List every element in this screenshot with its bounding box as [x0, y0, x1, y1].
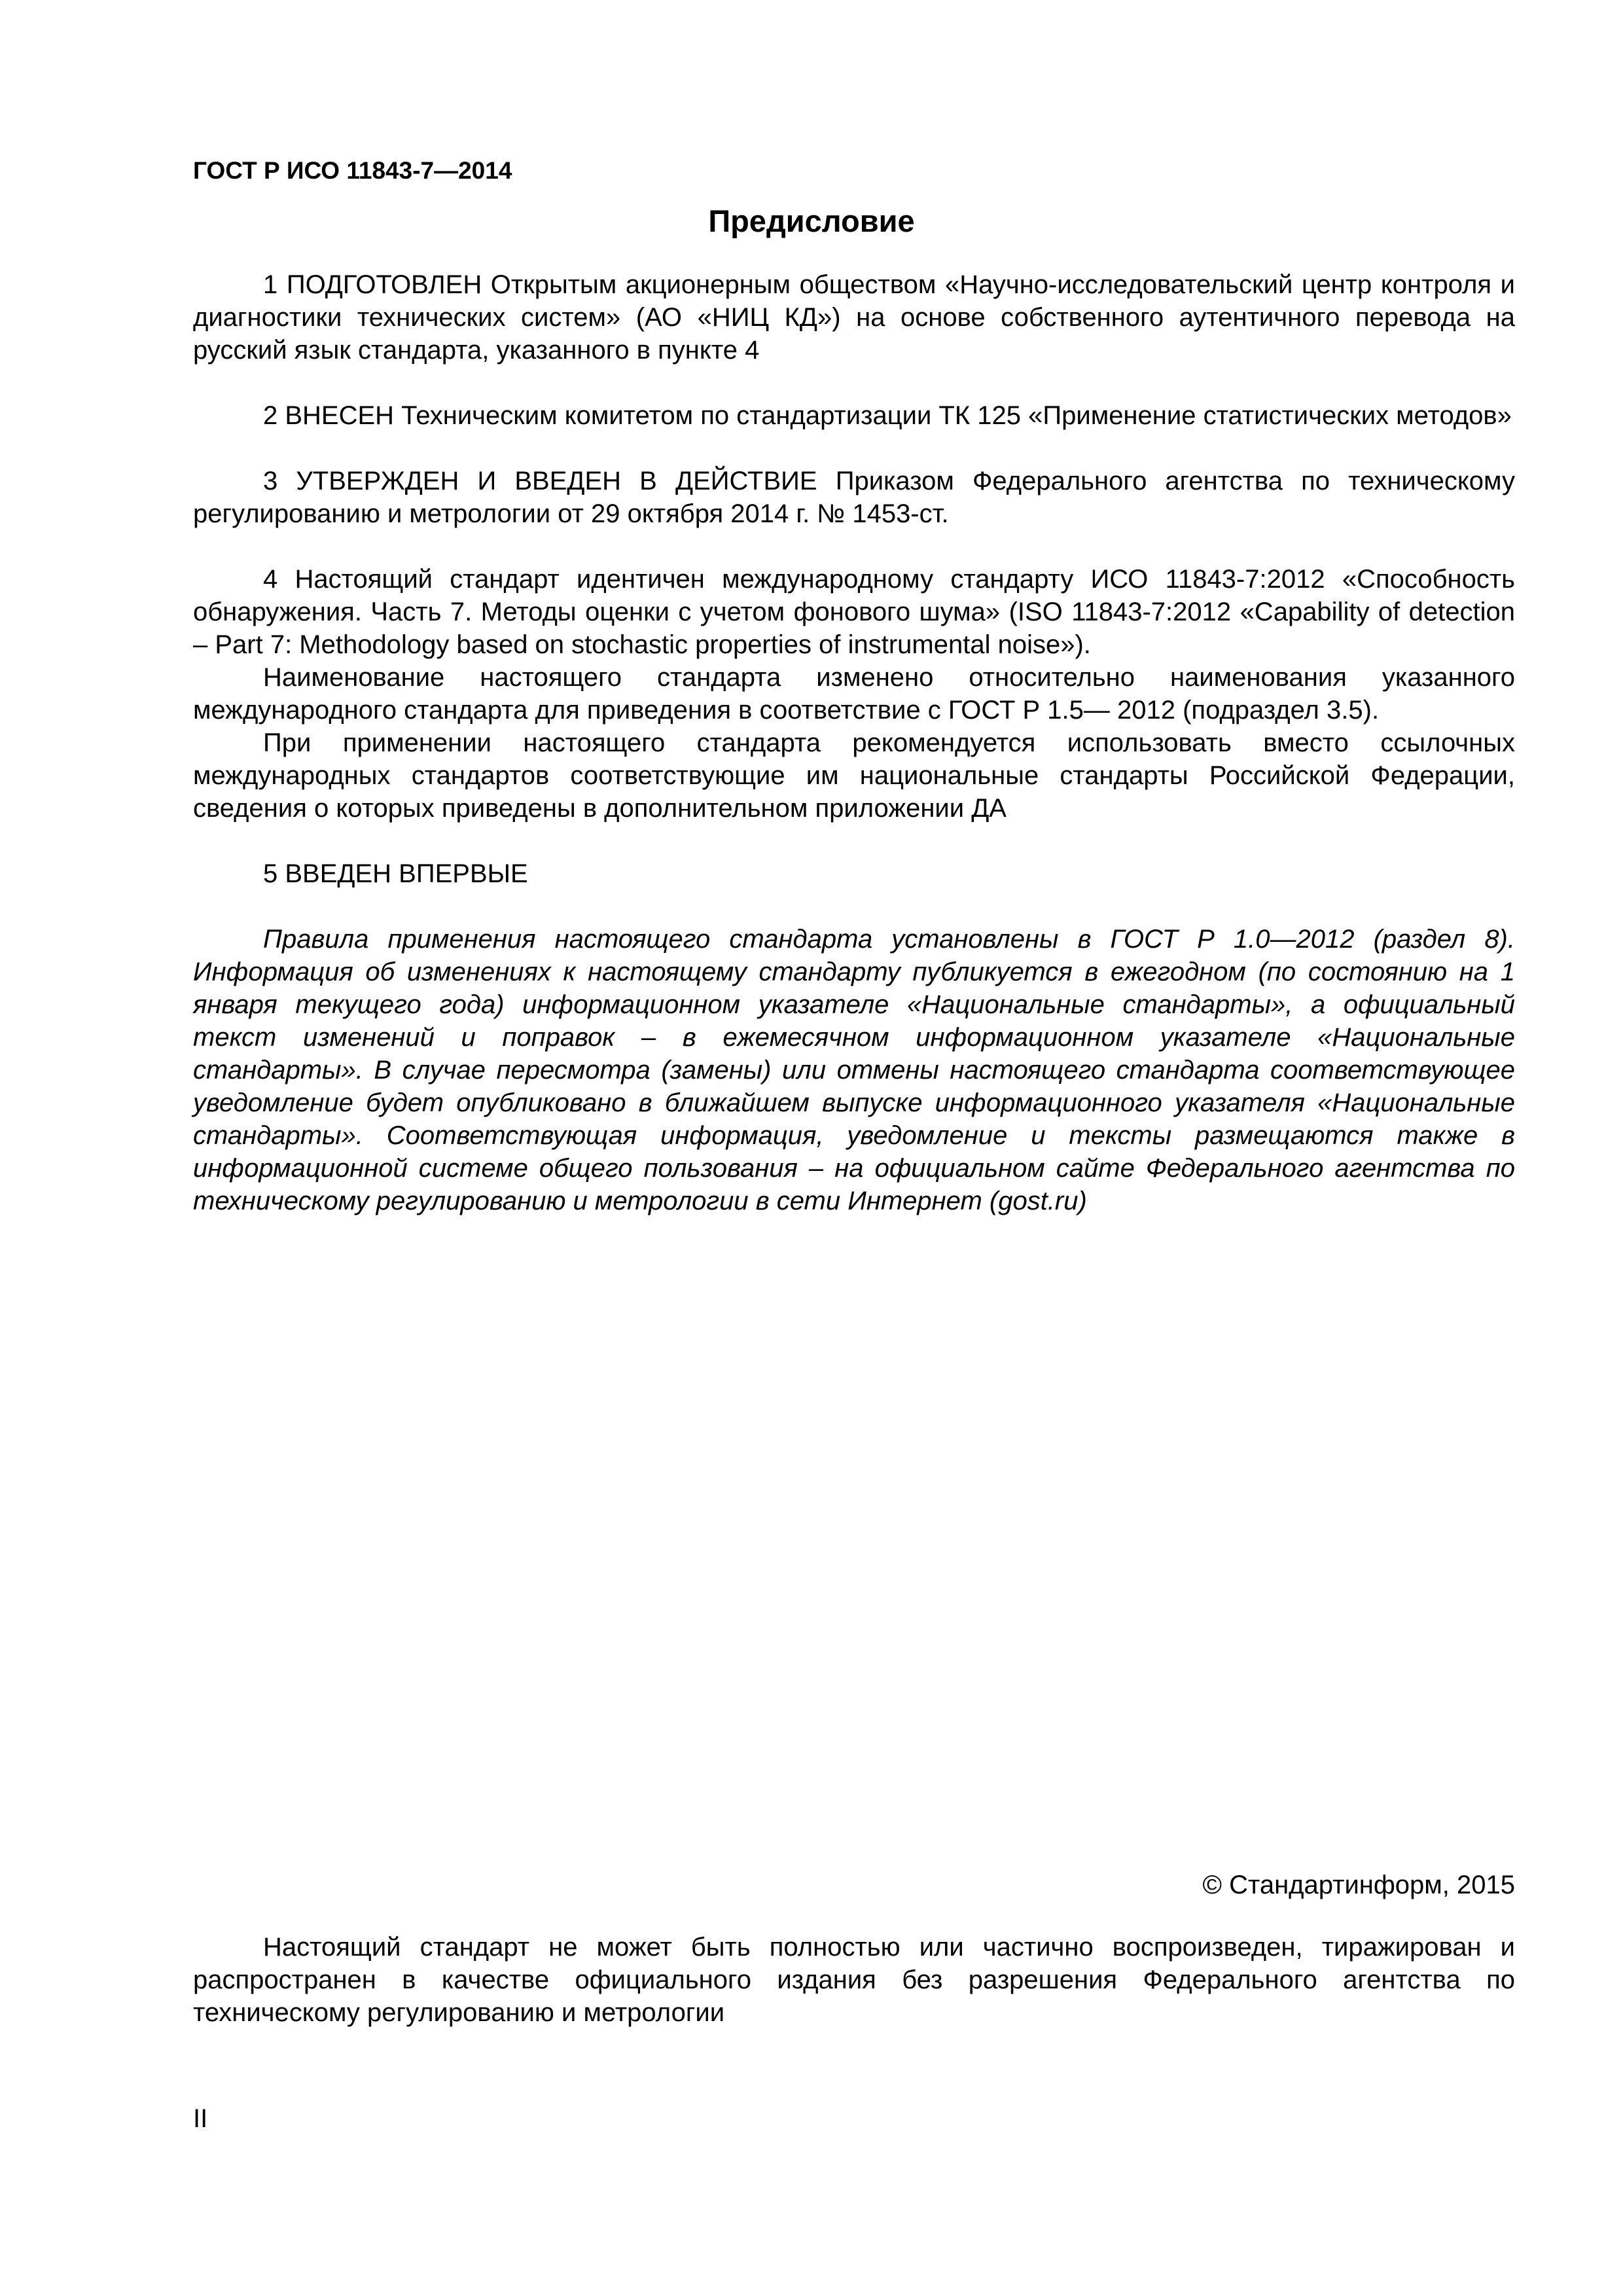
- paragraph-3: 3 УТВЕРЖДЕН И ВВЕДЕН В ДЕЙСТВИЕ Приказом Федерального агентства по техническому регулированию и метрологии от 29 октября 2014 г. № 1453-ст.: [193, 467, 1515, 528]
- page-title: Предисловие: [708, 204, 915, 238]
- paragraph-4: 4 Настоящий стандарт идентичен международному стандарту ИСО 11843-7:2012 «Способность обнаружения. Часть 7. Методы оценки с учетом фонового шума» (ISO 11843-7:2012 «Capability of detection – Part 7: Methodology based on stochastic properties of instrumental noise»).: [193, 565, 1515, 659]
- reproduction-notice: [193, 1931, 1515, 2029]
- foreword-body: [193, 268, 1515, 1217]
- paragraph-1: 1 ПОДГОТОВЛЕН Открытым акционерным обществом «Научно-исследовательский центр контроля и диагностики технических систем» (АО «НИЦ КД») на основе собственного аутентичного перевода на русский язык стандарта, указанного в пункте 4: [193, 270, 1515, 365]
- paragraph-2: 2 ВНЕСЕН Техническим комитетом по стандартизации ТК 125 «Применение статистических методов»: [263, 401, 1512, 430]
- document-header: ГОСТ Р ИСО 11843-7—2014: [193, 157, 512, 184]
- notice-text: Настоящий стандарт не может быть полностью или частично воспроизведен, тиражирован и распространен в качестве официального издания без разрешения Федерального агентства по техническому регулированию и метрологии: [193, 1933, 1515, 2027]
- copyright-line: © Стандартинформ, 2015: [1202, 1871, 1515, 1899]
- paragraph-4-references: При применении настоящего стандарта рекомендуется использовать вместо ссылочных международных стандартов соответствующие им национальные стандарты Российской Федерации, сведения о которых приведены в дополнительном приложении ДА: [193, 728, 1515, 823]
- page-number: II: [193, 2104, 208, 2133]
- rules-paragraph: Правила применения настоящего стандарта установлены в ГОСТ Р 1.0—2012 (раздел 8). Информация об изменениях к настоящему стандарту публикуется в ежегодном (по состоянию на 1 января текущего года) информационном указателе «Национальные стандарты», а официальный текст изменений и поправок – в ежемесячном информационном указателе «Национальные стандарты». В случае пересмотра (замены) или отмены настоящего стандарта соответствующее уведомление будет опубликовано в ближайшем выпуске информационного указателя «Национальные стандарты». Соответствующая информация, уведомление и тексты размещаются также в информационной системе общего пользования – на официальном сайте Федерального агентства по техническому регулированию и метрологии в сети Интернет (gost.ru): [193, 925, 1515, 1215]
- paragraph-4-name-change: Наименование настоящего стандарта изменено относительно наименования указанного международного стандарта для приведения в соответствие с ГОСТ Р 1.5— 2012 (подраздел 3.5).: [193, 663, 1515, 725]
- paragraph-5: 5 ВВЕДЕН ВПЕРВЫЕ: [263, 859, 528, 888]
